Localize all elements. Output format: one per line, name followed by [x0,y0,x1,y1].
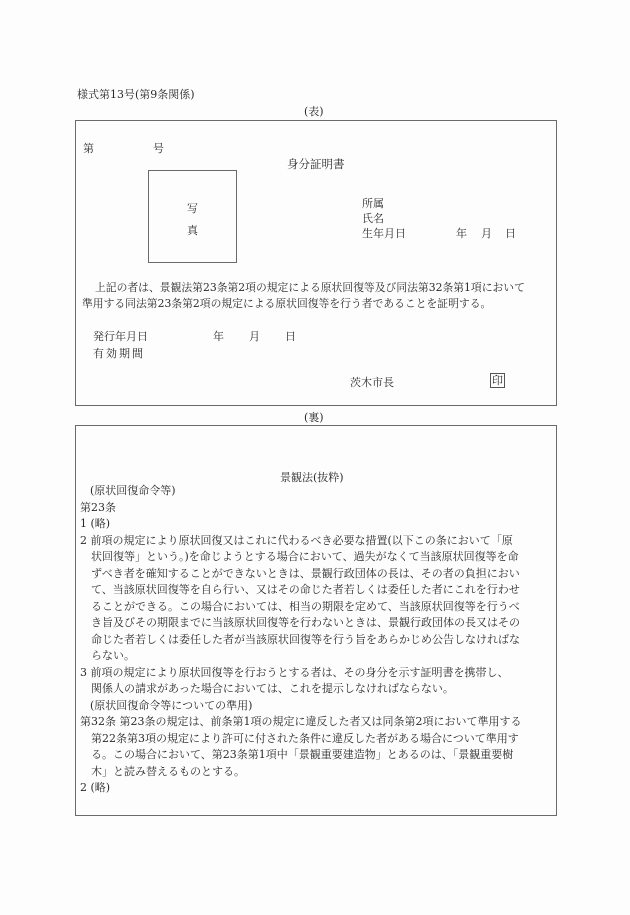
section-heading: (原状回復命令等) [90,484,176,497]
birthdate-year: 年 [456,227,467,240]
validity-label: 有効期間 [93,347,145,360]
photo-label-1: 写 [187,202,198,215]
certification-line-1: 上記の者は、景観法第23条第2項の規定による原状回復等及び同法第32条第1項において [95,281,525,294]
affiliation-label: 所属 [362,197,384,210]
certification-line-2: 準用する同法第23条第2項の規定による原状回復等を行う者であることを証明する。 [82,297,492,310]
issue-month: 月 [249,330,260,343]
name-label: 氏名 [362,212,384,225]
paragraph-line: ることができる。この場合においては、相当の期限を定めて、当該原状回復等を行うべ [91,599,520,613]
paragraph-line: 3 前項の規定により原状回復等を行おうとする者は、その身分を示す証明書を携帯し、 [80,665,509,679]
paragraph-line: 2 前項の規定により原状回復又はこれに代わるべき必要な措置(以下この条において「原 [80,533,513,547]
paragraph-line: 状回復等」という。)を命じようとする場合において、過失がなくて当該原状回復等を命 [91,550,519,563]
paragraph-line: 2 (略) [80,781,111,794]
paragraph-line: らない。 [91,649,135,662]
issue-year: 年 [213,330,224,343]
paragraph-line: て、当該原状回復等を自ら行い、又はその命じた者若しくは委任した者にこれを行わせ [91,583,520,596]
paragraph-line: 第22条第3項の規定により許可に付された条件に違反した者がある場合について準用す [91,731,519,745]
seal-icon: 印 [492,374,503,387]
paragraph-line: ずべき者を確知することができないときは、景観行政団体の長は、その者の負担におい [91,566,520,580]
paragraph-line: る。この場合において、第23条第1項中「景観重要建造物」とあるのは、「景観重要樹 [91,748,514,761]
birthdate-label: 生年月日 [362,227,406,240]
document-title: 身分証明書 [287,157,345,171]
paragraph-line: 第32条 第23条の規定は、前条第1項の規定に違反した者又は同条第2項において準用する [80,715,522,728]
seal-mark [490,373,505,388]
paragraph-line: 関係人の請求があった場合においては、これを提示しなければならない。 [91,682,454,695]
paragraph-line: 1 (略) [80,517,111,530]
issuer: 茨木市長 [350,376,394,389]
issue-date-label: 発行年月日 [93,330,148,343]
paragraph-line: き旨及びその期限までに当該原状回復等を行わないときは、景観行政団体の長又はその [91,616,520,629]
photo-box [148,170,237,263]
back-side-label: (裏) [304,411,324,424]
law-excerpt-title: 景観法(抜粋) [280,471,344,484]
number-prefix: 第 [83,142,94,155]
birthdate-day: 日 [505,227,516,240]
number-suffix: 号 [153,142,164,155]
paragraph-line: 命じた者若しくは委任した者が当該原状回復等を行う旨をあらかじめ公告しなければな [91,632,520,646]
photo-label-2: 真 [187,224,198,237]
issue-day: 日 [285,330,296,343]
section-heading: (原状回復命令等についての準用) [90,698,253,712]
law-excerpt-body [80,483,552,797]
front-side-label: (表) [304,105,324,118]
article-number: 第23条 [80,500,116,514]
paragraph-line: 木」と読み替えるものとする。 [91,764,245,778]
birthdate-month: 月 [481,227,492,240]
form-label: 様式第13号(第9条関係) [77,88,195,101]
